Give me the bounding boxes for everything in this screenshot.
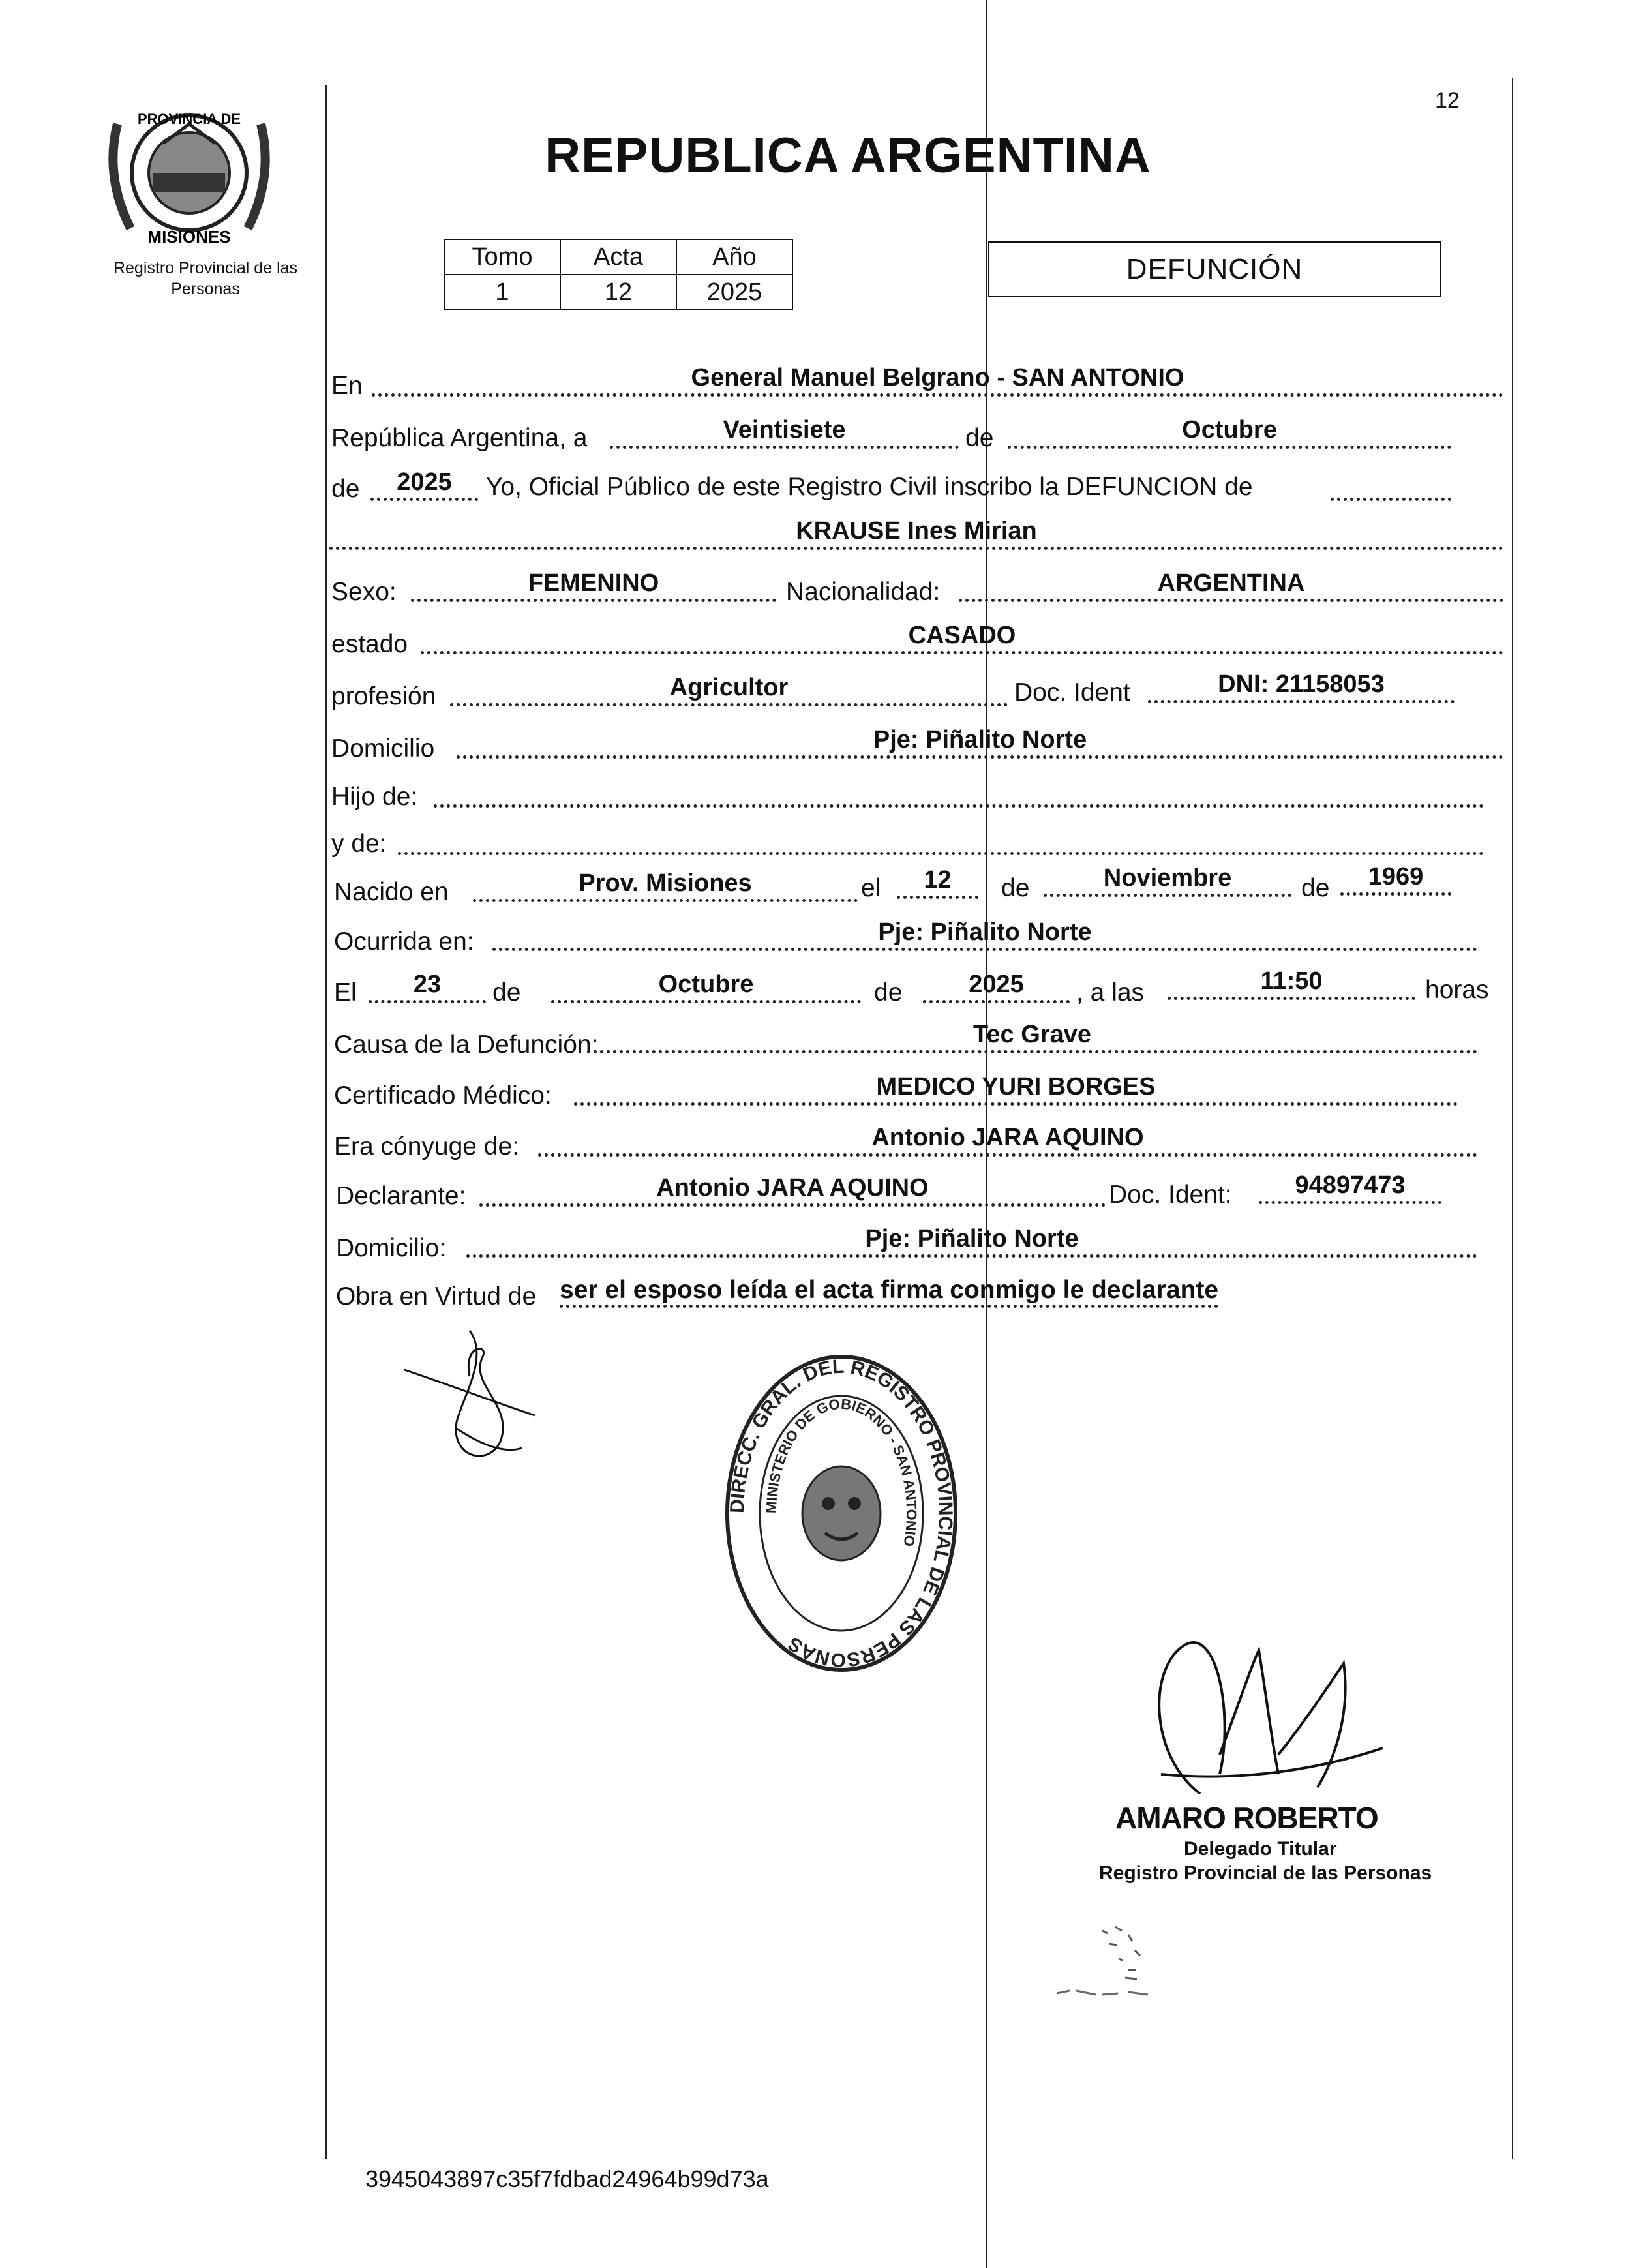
decl-doc-field: 94897473 [1259,1170,1441,1204]
full-name-field: KRAUSE Ines Mirian [329,515,1503,550]
day-words-field: Veintisiete [610,414,959,449]
place-field: General Manuel Belgrano - SAN ANTONIO [372,362,1503,397]
decl-domicilio-field: Pje: Piñalito Norte [466,1223,1477,1258]
footer-hash: 3945043897c35f7fdbad24964b99d73a [365,2166,769,2192]
header-acta: Acta [560,239,676,275]
hijo-de-label: Hijo de: [331,783,418,811]
estado-field: CASADO [421,620,1503,654]
death-month-field: Octubre [551,969,861,1003]
page-number: 12 [1435,88,1460,113]
death-de-label: de [492,978,521,1006]
nacionalidad-field: ARGENTINA [959,567,1503,602]
hijo-de-field [434,773,1484,808]
conyuge-label: Era cónyuge de: [334,1132,520,1160]
stamp-inner-text: MINISTERIO DE GOBIERNO - SAN ANTONIO [762,1395,920,1548]
faint-stamp-marks [1044,1918,1194,2009]
decl-domicilio-label: Domicilio: [336,1234,447,1262]
official-signature [1122,1624,1396,1820]
death-el-label: El [334,978,357,1006]
header-ano: Año [676,239,792,275]
birth-year-field: 1969 [1340,861,1451,896]
logo-caption: Registro Provincial de las Personas [113,259,298,298]
profesion-label: profesión [331,682,436,710]
doc-ident-field: DNI: 21158053 [1148,669,1455,703]
value-tomo: 1 [444,275,560,310]
year-field: 2025 [370,466,478,501]
right-margin-line [1512,78,1513,2159]
death-time-field: 11:50 [1168,965,1415,1000]
value-ano: 2025 [676,275,792,310]
domicilio-field: Pje: Piñalito Norte [457,724,1503,759]
signatory-name: AMARO ROBERTO [1115,1801,1378,1835]
record-table [444,239,793,310]
document-type-box: DEFUNCIÓN [988,241,1441,297]
page-title: REPUBLICA ARGENTINA [545,128,1151,183]
de-label: de [965,424,994,452]
signatory-role: Delegado Titular [1184,1838,1337,1860]
nacido-en-label: Nacido en [334,878,449,906]
left-margin-line [325,85,327,2159]
death-year-field: 2025 [923,969,1070,1003]
nacionalidad-label: Nacionalidad: [786,578,941,606]
de-year-label: de [331,475,360,503]
doc-ident-label: Doc. Ident [1014,678,1130,706]
declarant-signature [391,1318,548,1487]
causa-field: Tec Grave [587,1019,1477,1053]
y-de-field [398,821,1484,855]
nacido-en-field: Prov. Misiones [473,868,858,902]
y-de-label: y de: [331,830,387,858]
certificado-field: MEDICO YURI BORGES [574,1071,1458,1106]
republic-label: República Argentina, a [331,424,588,452]
sexo-label: Sexo: [331,578,397,606]
birth-de2-label: de [1301,874,1330,902]
declarante-label: Declarante: [336,1182,466,1210]
domicilio-label: Domicilio [331,734,435,763]
horas-label: horas [1425,976,1489,1004]
ocurrida-field: Pje: Piñalito Norte [492,916,1477,951]
value-acta: 12 [560,275,676,310]
official-text: Yo, Oficial Público de este Registro Civil inscribo la DEFUNCION de [486,473,1253,501]
header-tomo: Tomo [444,239,560,275]
el-label: el [861,874,881,902]
conyuge-field: Antonio JARA AQUINO [538,1122,1477,1157]
stamp-outer-text: DIRECC. GRAL. DEL REGISTRO PROVINCIAL DE LAS PERSONAS [726,1355,957,1671]
declarante-field: Antonio JARA AQUINO [479,1172,1106,1207]
logo-bottom-text: MISIONES [147,227,231,247]
decl-doc-label: Doc. Ident: [1109,1181,1232,1209]
estado-label: estado [331,630,408,658]
birth-month-field: Noviembre [1044,862,1291,897]
official-trailing-field [1331,466,1451,501]
official-stamp [704,1344,978,1683]
death-de2-label: de [874,978,903,1006]
en-label: En [331,372,363,400]
sexo-field: FEMENINO [411,567,776,602]
causa-label: Causa de la Defunción: [334,1031,599,1059]
obra-field: ser el esposo leída el acta firma conmigo le declarante [560,1276,1218,1308]
signatory-org: Registro Provincial de las Personas [1099,1862,1432,1884]
logo-top-text: PROVINCIA DE [137,111,241,127]
birth-day-field: 12 [897,864,978,899]
death-day-field: 23 [369,969,486,1003]
a-las-label: , a las [1076,978,1145,1006]
birth-de-label: de [1001,874,1030,902]
obra-label: Obra en Virtud de [336,1282,537,1310]
profesion-field: Agricultor [450,672,1008,706]
ocurrida-label: Ocurrida en: [334,928,474,956]
month-field: Octubre [1008,414,1451,449]
certificado-label: Certificado Médico: [334,1081,552,1110]
